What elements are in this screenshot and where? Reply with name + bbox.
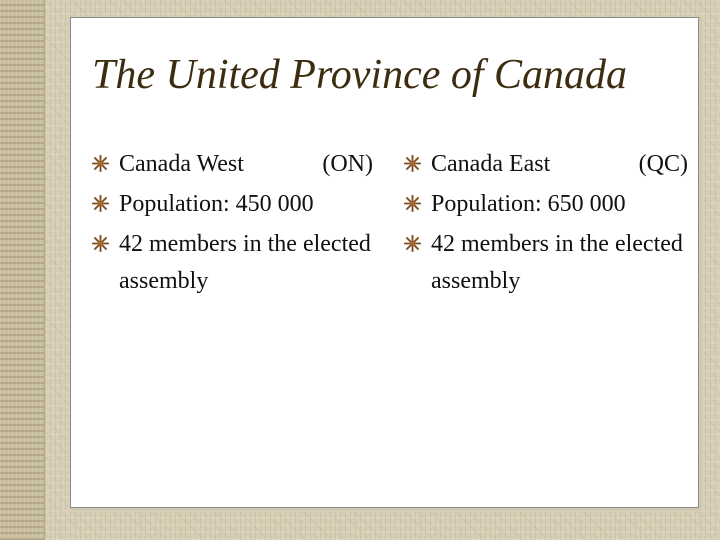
list-item [403, 226, 688, 300]
region-name: Canada East [431, 151, 551, 177]
province-code: (QC) [638, 151, 688, 177]
star-burst-icon [404, 195, 421, 212]
star-burst-icon [404, 155, 421, 172]
list-item [91, 146, 373, 182]
members-text: 42 members in the elected assembly [431, 231, 683, 294]
right-bullet-list [403, 146, 688, 304]
population-text: Population: 650 000 [431, 191, 626, 217]
list-item [91, 186, 373, 222]
decorative-texture-strip [0, 0, 45, 540]
star-burst-icon [92, 235, 109, 252]
province-code: (ON) [322, 151, 373, 177]
population-text: Population: 450 000 [119, 191, 314, 217]
slide-title: The United Province of Canada [92, 52, 628, 98]
list-item [403, 146, 688, 182]
star-burst-icon [404, 235, 421, 252]
list-item [91, 226, 373, 300]
left-bullet-list [91, 146, 373, 304]
slide-panel [70, 17, 699, 508]
star-burst-icon [92, 155, 109, 172]
list-item [403, 186, 688, 222]
members-text: 42 members in the elected assembly [119, 231, 371, 294]
star-burst-icon [92, 195, 109, 212]
region-name: Canada West [119, 151, 244, 177]
